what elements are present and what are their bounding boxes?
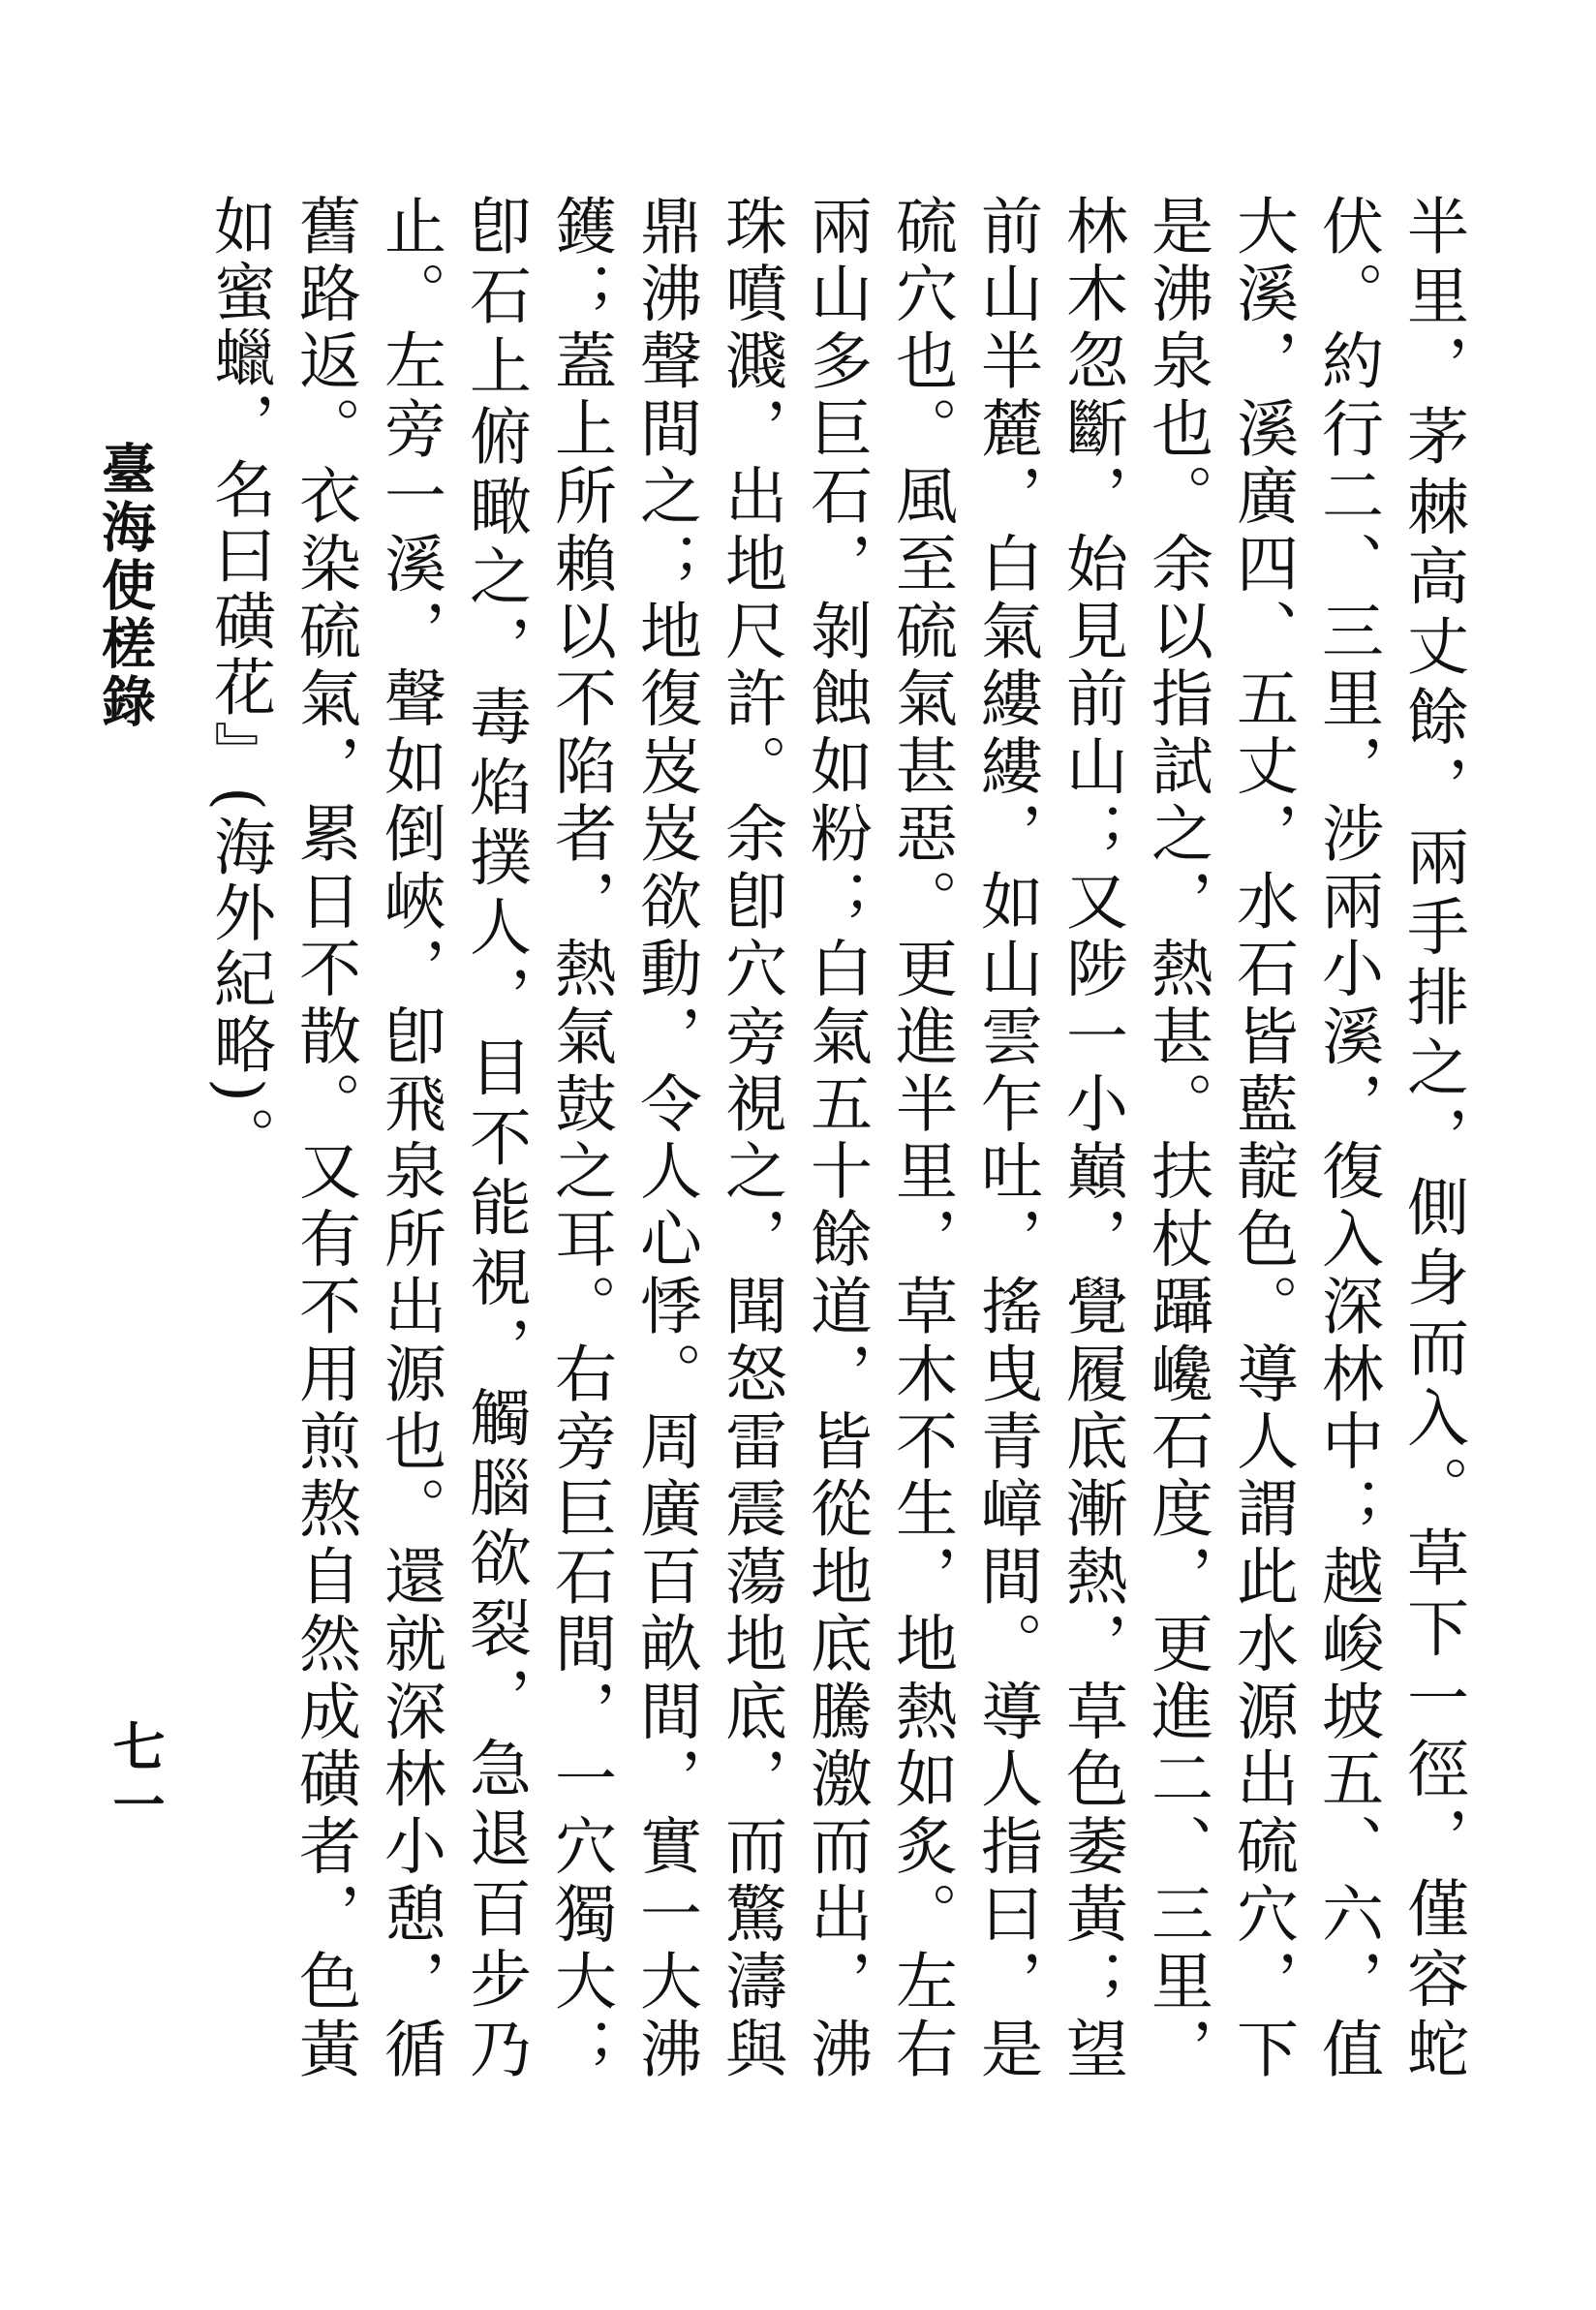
body-paragraph: 半里，茅棘高丈餘，兩手排之，側身而入。草下一徑，僅容蛇伏。約行二、三里，涉兩小溪，復入深林中；越峻坡五、六，值大溪，溪廣四、五丈，水石皆藍靛色。導人謂此水源出硫穴，下是沸泉也。余以指試之，熱甚。扶杖躡巉石度，更進二、三里，林木忽斷，始見前山；又陟一小巔，覺履底漸熱，草色萎黃；望前山半麓，白氣縷縷，如山雲乍吐，搖曳青嶂間。導人指曰，是硫穴也。風至硫氣甚惡。更進半里，草木不生，地熱如炙。左右兩山多巨石，剝蝕如粉；白氣五十餘道，皆從地底騰激而出，沸珠噴濺，出地尺許。余卽穴旁視之，聞怒雷震蕩地底，而驚濤與鼎沸聲間之；地復岌岌欲動，令人心悸。周廣百畝間，實一大沸鑊；蓋上所賴以不陷者，熱氣鼓之耳。右旁巨石間，一穴獨大；卽石上俯瞰之，毒焰撲人，目不能視，觸腦欲裂，急退百步乃止。左旁一溪，聲如倒峽，卽飛泉所出源也。還就深林小憩，循舊路返。衣染硫氣，累日不散。又有不用煎熬自然成磺者，色黃如蜜蠟，名曰磺花』(海外紀略)。 — [203, 194, 1468, 2082]
running-header: 臺海使槎錄 — [93, 441, 156, 731]
body-text-block — [203, 194, 1475, 2082]
page-number: 七一 — [105, 1719, 166, 1835]
